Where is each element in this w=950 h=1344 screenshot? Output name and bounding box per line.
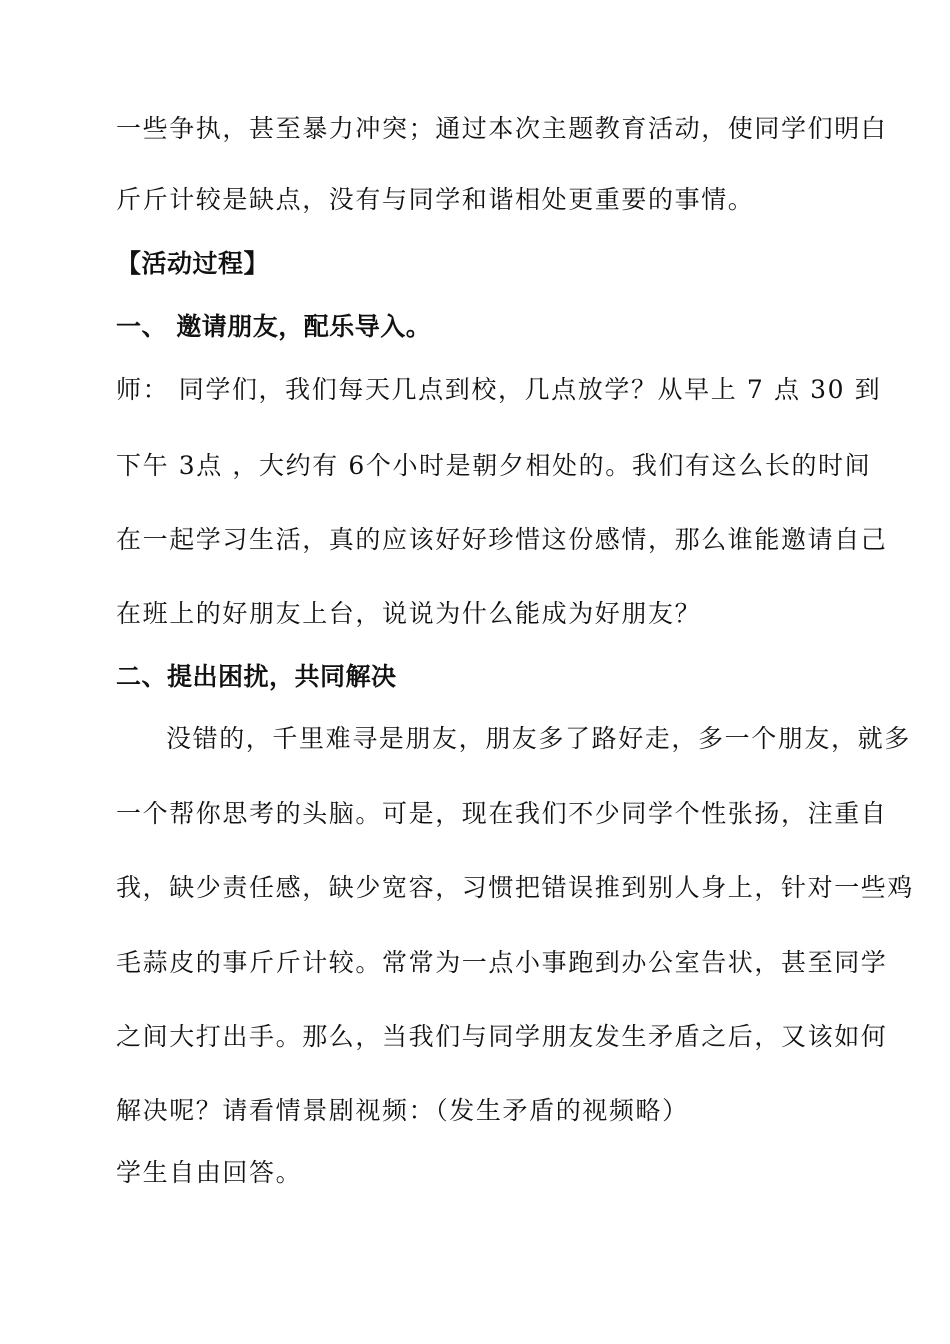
- intro-line-1: 一些争执，甚至暴力冲突；通过本次主题教育活动，使同学们明白: [116, 114, 888, 143]
- part1-heading: 一、 邀请朋友，配乐导入。: [116, 312, 432, 341]
- part2-line-5: 之间大打出手。那么，当我们与同学朋友发生矛盾之后，又该如何: [116, 1022, 888, 1051]
- part2-line-3: 我，缺少责任感，缺少宽容，习惯把错误推到别人身上，针对一些鸡: [116, 873, 915, 902]
- part1-line-4: 在班上的好朋友上台，说说为什么能成为好朋友？: [116, 599, 702, 628]
- part1-line-2: 下午 3点 ，大约有 6个小时是朝夕相处的。我们有这么长的时间: [116, 451, 872, 480]
- part2-line-1: 没错的，千里难寻是朋友，朋友多了路好走，多一个朋友，就多: [166, 724, 911, 753]
- part2-line-2: 一个帮你思考的头脑。可是，现在我们不少同学个性张扬，注重自: [116, 799, 888, 828]
- part2-line-7: 学生自由回答。: [116, 1158, 303, 1187]
- part2-heading: 二、提出困扰，共同解决: [116, 662, 397, 691]
- part2-line-4: 毛蒜皮的事斤斤计较。常常为一点小事跑到办公室告状，甚至同学: [116, 948, 888, 977]
- part1-line-3: 在一起学习生活，真的应该好好珍惜这份感情，那么谁能邀请自己: [116, 525, 888, 554]
- intro-line-2: 斤斤计较是缺点，没有与同学和谐相处更重要的事情。: [116, 185, 755, 214]
- part1-line-1: 师： 同学们，我们每天几点到校，几点放学？从早上 7 点 30 到: [116, 375, 882, 404]
- part2-line-6: 解决呢？请看情景剧视频：（发生矛盾的视频略）: [116, 1096, 689, 1125]
- section-title: 【活动过程】: [116, 249, 270, 278]
